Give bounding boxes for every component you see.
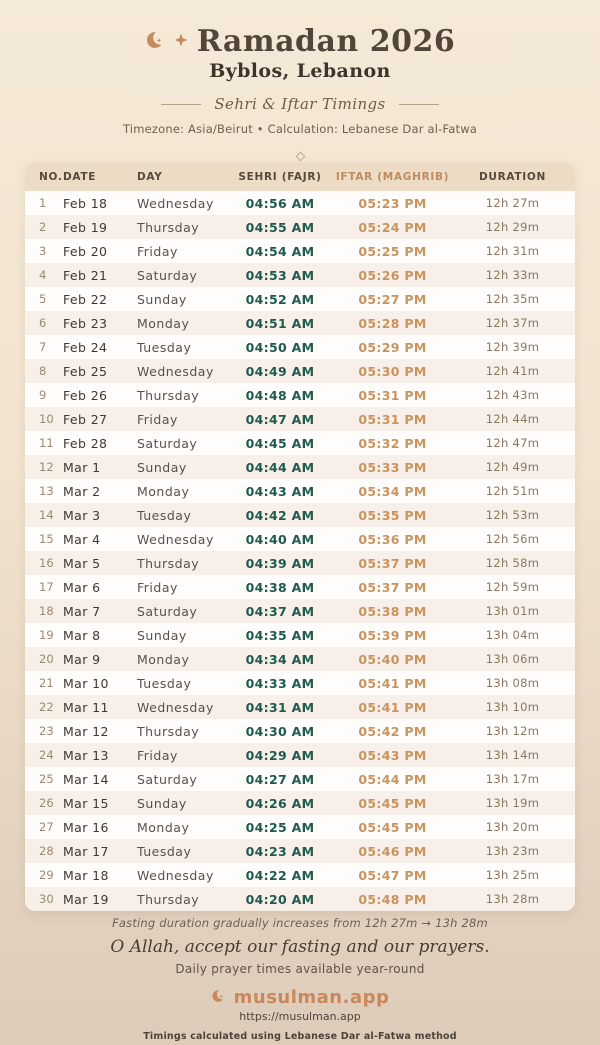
row-sehri-time: 04:33 AM bbox=[245, 675, 315, 691]
row-sehri-time: 04:20 AM bbox=[245, 891, 315, 907]
table-row bbox=[25, 695, 575, 719]
row-date: Mar 4 bbox=[63, 531, 101, 547]
title-row bbox=[0, 24, 600, 59]
row-iftar-time: 05:41 PM bbox=[358, 675, 427, 691]
row-iftar-time: 05:32 PM bbox=[358, 435, 427, 451]
row-day: Tuesday bbox=[137, 507, 192, 523]
column-header-duration: DURATION bbox=[478, 171, 547, 183]
row-day: Wednesday bbox=[137, 363, 214, 379]
column-header-sehri: SEHRI (FAJR) bbox=[238, 171, 322, 183]
table-row bbox=[25, 863, 575, 887]
row-duration: 12h 51m bbox=[485, 484, 540, 498]
table-row bbox=[25, 887, 575, 911]
row-duration: 12h 39m bbox=[485, 340, 540, 354]
table-row bbox=[25, 383, 575, 407]
four-point-star-icon bbox=[174, 32, 188, 51]
row-number: 27 bbox=[39, 820, 54, 834]
row-sehri-time: 04:30 AM bbox=[245, 723, 315, 739]
row-duration: 13h 28m bbox=[485, 892, 540, 906]
row-iftar-time: 05:27 PM bbox=[358, 291, 427, 307]
calculation-method-note: Timings calculated using Lebanese Dar al-Fatwa method bbox=[143, 1031, 457, 1042]
row-duration: 13h 20m bbox=[485, 820, 540, 834]
row-day: Sunday bbox=[137, 291, 187, 307]
row-iftar-time: 05:41 PM bbox=[358, 699, 427, 715]
row-number: 13 bbox=[39, 484, 54, 498]
row-day: Monday bbox=[137, 315, 190, 331]
row-iftar-time: 05:24 PM bbox=[358, 219, 427, 235]
table-row bbox=[25, 287, 575, 311]
diamond-outline-icon bbox=[295, 152, 305, 162]
row-date: Feb 23 bbox=[63, 315, 108, 331]
row-day: Thursday bbox=[137, 723, 200, 739]
crescent-moon-icon bbox=[211, 988, 227, 1008]
row-iftar-time: 05:34 PM bbox=[358, 483, 427, 499]
row-number: 26 bbox=[39, 796, 54, 810]
row-sehri-time: 04:23 AM bbox=[245, 843, 315, 859]
row-iftar-time: 05:26 PM bbox=[358, 267, 427, 283]
row-sehri-time: 04:25 AM bbox=[245, 819, 315, 835]
row-iftar-time: 05:47 PM bbox=[358, 867, 427, 883]
row-sehri-time: 04:49 AM bbox=[245, 363, 315, 379]
row-iftar-time: 05:39 PM bbox=[358, 627, 427, 643]
row-duration: 12h 49m bbox=[485, 460, 540, 474]
brand-row bbox=[0, 987, 600, 1008]
row-date: Mar 13 bbox=[63, 747, 109, 763]
row-sehri-time: 04:54 AM bbox=[245, 243, 315, 259]
row-iftar-time: 05:48 PM bbox=[358, 891, 427, 907]
row-iftar-time: 05:37 PM bbox=[358, 555, 427, 571]
table-row bbox=[25, 743, 575, 767]
subtitle: Sehri & Iftar Timings bbox=[214, 95, 386, 113]
row-sehri-time: 04:48 AM bbox=[245, 387, 315, 403]
table-row bbox=[25, 311, 575, 335]
table-row bbox=[25, 239, 575, 263]
dua-text: O Allah, accept our fasting and our prayers. bbox=[110, 937, 490, 957]
table-row bbox=[25, 815, 575, 839]
row-iftar-time: 05:42 PM bbox=[358, 723, 427, 739]
row-day: Thursday bbox=[137, 387, 200, 403]
crescent-moon-icon bbox=[145, 29, 167, 55]
row-sehri-time: 04:34 AM bbox=[245, 651, 315, 667]
row-date: Mar 6 bbox=[63, 579, 101, 595]
row-number: 24 bbox=[39, 748, 54, 762]
subtitle-divider-left bbox=[161, 104, 201, 105]
row-sehri-time: 04:38 AM bbox=[245, 579, 315, 595]
table-header-row bbox=[25, 163, 575, 191]
row-iftar-time: 05:33 PM bbox=[358, 459, 427, 475]
row-sehri-time: 04:35 AM bbox=[245, 627, 315, 643]
table-row bbox=[25, 671, 575, 695]
row-duration: 12h 43m bbox=[485, 388, 540, 402]
row-sehri-time: 04:40 AM bbox=[245, 531, 315, 547]
table-row bbox=[25, 503, 575, 527]
column-header-date: DATE bbox=[63, 171, 97, 183]
row-duration: 13h 01m bbox=[485, 604, 540, 618]
page-footer bbox=[0, 916, 600, 1042]
row-duration: 12h 47m bbox=[485, 436, 540, 450]
row-iftar-time: 05:29 PM bbox=[358, 339, 427, 355]
row-sehri-time: 04:37 AM bbox=[245, 603, 315, 619]
row-number: 18 bbox=[39, 604, 54, 618]
row-date: Feb 28 bbox=[63, 435, 108, 451]
row-date: Mar 18 bbox=[63, 867, 109, 883]
row-duration: 12h 33m bbox=[485, 268, 540, 282]
table-row bbox=[25, 767, 575, 791]
column-header-day: DAY bbox=[137, 171, 163, 183]
row-number: 10 bbox=[39, 412, 54, 426]
table-row bbox=[25, 191, 575, 215]
row-number: 12 bbox=[39, 460, 54, 474]
row-day: Tuesday bbox=[137, 339, 192, 355]
row-sehri-time: 04:44 AM bbox=[245, 459, 315, 475]
table-row bbox=[25, 359, 575, 383]
row-iftar-time: 05:25 PM bbox=[358, 243, 427, 259]
row-day: Monday bbox=[137, 819, 190, 835]
column-header-iftar: IFTAR (MAGHRIB) bbox=[335, 171, 450, 183]
row-date: Feb 18 bbox=[63, 195, 108, 211]
table-row bbox=[25, 647, 575, 671]
row-number: 7 bbox=[39, 340, 47, 354]
row-date: Mar 3 bbox=[63, 507, 101, 523]
row-sehri-time: 04:42 AM bbox=[245, 507, 315, 523]
row-duration: 12h 35m bbox=[485, 292, 540, 306]
row-date: Mar 19 bbox=[63, 891, 109, 907]
row-day: Sunday bbox=[137, 459, 187, 475]
row-number: 29 bbox=[39, 868, 54, 882]
table-row bbox=[25, 215, 575, 239]
row-date: Mar 10 bbox=[63, 675, 109, 691]
row-number: 3 bbox=[39, 244, 47, 258]
row-iftar-time: 05:35 PM bbox=[358, 507, 427, 523]
row-duration: 12h 53m bbox=[485, 508, 540, 522]
fasting-duration-note: Fasting duration gradually increases from 12h 27m → 13h 28m bbox=[112, 916, 488, 930]
table-row bbox=[25, 791, 575, 815]
row-day: Wednesday bbox=[137, 531, 214, 547]
row-iftar-time: 05:45 PM bbox=[358, 795, 427, 811]
table-row bbox=[25, 551, 575, 575]
row-iftar-time: 05:43 PM bbox=[358, 747, 427, 763]
row-day: Friday bbox=[137, 243, 178, 259]
timezone-calculation-meta: Timezone: Asia/Beirut • Calculation: Lebanese Dar al-Fatwa bbox=[122, 122, 478, 136]
row-number: 1 bbox=[39, 196, 47, 210]
row-number: 28 bbox=[39, 844, 54, 858]
row-number: 6 bbox=[39, 316, 47, 330]
table-row bbox=[25, 527, 575, 551]
row-duration: 12h 29m bbox=[485, 220, 540, 234]
row-iftar-time: 05:23 PM bbox=[358, 195, 427, 211]
row-sehri-time: 04:50 AM bbox=[245, 339, 315, 355]
row-day: Friday bbox=[137, 579, 178, 595]
row-number: 15 bbox=[39, 532, 54, 546]
row-duration: 13h 12m bbox=[485, 724, 540, 738]
row-number: 20 bbox=[39, 652, 54, 666]
table-row bbox=[25, 407, 575, 431]
row-date: Feb 25 bbox=[63, 363, 108, 379]
row-iftar-time: 05:31 PM bbox=[358, 387, 427, 403]
row-sehri-time: 04:39 AM bbox=[245, 555, 315, 571]
row-day: Monday bbox=[137, 651, 190, 667]
row-iftar-time: 05:40 PM bbox=[358, 651, 427, 667]
row-duration: 13h 25m bbox=[485, 868, 540, 882]
row-date: Mar 16 bbox=[63, 819, 109, 835]
row-number: 5 bbox=[39, 292, 47, 306]
row-sehri-time: 04:52 AM bbox=[245, 291, 315, 307]
row-date: Mar 1 bbox=[63, 459, 101, 475]
row-iftar-time: 05:45 PM bbox=[358, 819, 427, 835]
row-day: Saturday bbox=[137, 603, 198, 619]
row-date: Mar 15 bbox=[63, 795, 109, 811]
table-row bbox=[25, 263, 575, 287]
row-date: Mar 14 bbox=[63, 771, 109, 787]
page-title: Ramadan 2026 bbox=[196, 24, 456, 59]
row-sehri-time: 04:29 AM bbox=[245, 747, 315, 763]
subtitle-row bbox=[0, 95, 600, 113]
row-sehri-time: 04:27 AM bbox=[245, 771, 315, 787]
row-date: Mar 11 bbox=[63, 699, 109, 715]
row-date: Feb 26 bbox=[63, 387, 108, 403]
row-sehri-time: 04:22 AM bbox=[245, 867, 315, 883]
tagline: Daily prayer times available year-round bbox=[175, 962, 425, 976]
subtitle-divider-right bbox=[399, 104, 439, 105]
row-number: 22 bbox=[39, 700, 54, 714]
row-number: 8 bbox=[39, 364, 47, 378]
row-date: Mar 7 bbox=[63, 603, 101, 619]
row-day: Tuesday bbox=[137, 843, 192, 859]
row-sehri-time: 04:56 AM bbox=[245, 195, 315, 211]
row-date: Mar 9 bbox=[63, 651, 101, 667]
row-duration: 13h 04m bbox=[485, 628, 540, 642]
row-day: Thursday bbox=[137, 891, 200, 907]
row-number: 4 bbox=[39, 268, 47, 282]
row-day: Thursday bbox=[137, 555, 200, 571]
row-duration: 13h 17m bbox=[485, 772, 540, 786]
row-duration: 12h 27m bbox=[485, 196, 540, 210]
row-day: Sunday bbox=[137, 795, 187, 811]
row-iftar-time: 05:44 PM bbox=[358, 771, 427, 787]
row-iftar-time: 05:37 PM bbox=[358, 579, 427, 595]
row-day: Sunday bbox=[137, 627, 187, 643]
row-date: Feb 20 bbox=[63, 243, 108, 259]
page-header bbox=[0, 0, 600, 155]
row-day: Thursday bbox=[137, 219, 200, 235]
row-number: 30 bbox=[39, 892, 54, 906]
row-number: 11 bbox=[39, 436, 54, 450]
row-duration: 12h 31m bbox=[485, 244, 540, 258]
row-number: 14 bbox=[39, 508, 54, 522]
row-date: Feb 27 bbox=[63, 411, 108, 427]
row-number: 25 bbox=[39, 772, 54, 786]
row-duration: 12h 37m bbox=[485, 316, 540, 330]
row-sehri-time: 04:55 AM bbox=[245, 219, 315, 235]
row-duration: 13h 14m bbox=[485, 748, 540, 762]
row-day: Saturday bbox=[137, 771, 198, 787]
row-iftar-time: 05:28 PM bbox=[358, 315, 427, 331]
row-number: 23 bbox=[39, 724, 54, 738]
table-body bbox=[25, 191, 575, 911]
title-icons bbox=[145, 29, 188, 55]
row-date: Feb 22 bbox=[63, 291, 108, 307]
row-day: Friday bbox=[137, 411, 178, 427]
row-iftar-time: 05:31 PM bbox=[358, 411, 427, 427]
row-duration: 12h 56m bbox=[485, 532, 540, 546]
row-number: 2 bbox=[39, 220, 47, 234]
table-row bbox=[25, 839, 575, 863]
row-date: Mar 2 bbox=[63, 483, 101, 499]
row-day: Wednesday bbox=[137, 195, 214, 211]
row-date: Mar 17 bbox=[63, 843, 109, 859]
column-header-no: NO. bbox=[39, 171, 63, 183]
row-day: Wednesday bbox=[137, 699, 214, 715]
row-duration: 12h 59m bbox=[485, 580, 540, 594]
row-day: Monday bbox=[137, 483, 190, 499]
row-iftar-time: 05:36 PM bbox=[358, 531, 427, 547]
row-date: Mar 8 bbox=[63, 627, 101, 643]
website-url-link[interactable]: https://musulman.app bbox=[239, 1010, 361, 1023]
row-iftar-time: 05:30 PM bbox=[358, 363, 427, 379]
table-row bbox=[25, 599, 575, 623]
row-day: Saturday bbox=[137, 435, 198, 451]
row-duration: 13h 10m bbox=[485, 700, 540, 714]
row-duration: 13h 08m bbox=[485, 676, 540, 690]
location-label: Byblos, Lebanon bbox=[209, 60, 391, 82]
row-number: 21 bbox=[39, 676, 54, 690]
row-sehri-time: 04:47 AM bbox=[245, 411, 315, 427]
row-number: 9 bbox=[39, 388, 47, 402]
row-number: 17 bbox=[39, 580, 54, 594]
row-sehri-time: 04:43 AM bbox=[245, 483, 315, 499]
diamond-divider bbox=[0, 145, 600, 155]
row-duration: 12h 41m bbox=[485, 364, 540, 378]
row-date: Feb 19 bbox=[63, 219, 108, 235]
table-row bbox=[25, 431, 575, 455]
row-sehri-time: 04:45 AM bbox=[245, 435, 315, 451]
row-date: Feb 24 bbox=[63, 339, 108, 355]
row-day: Tuesday bbox=[137, 675, 192, 691]
table-row bbox=[25, 719, 575, 743]
row-sehri-time: 04:51 AM bbox=[245, 315, 315, 331]
table-row bbox=[25, 335, 575, 359]
row-duration: 13h 06m bbox=[485, 652, 540, 666]
row-number: 16 bbox=[39, 556, 54, 570]
row-iftar-time: 05:46 PM bbox=[358, 843, 427, 859]
row-date: Feb 21 bbox=[63, 267, 108, 283]
row-duration: 13h 23m bbox=[485, 844, 540, 858]
row-sehri-time: 04:31 AM bbox=[245, 699, 315, 715]
row-iftar-time: 05:38 PM bbox=[358, 603, 427, 619]
timetable-card bbox=[25, 163, 575, 911]
table-row bbox=[25, 575, 575, 599]
row-day: Saturday bbox=[137, 267, 198, 283]
table-row bbox=[25, 455, 575, 479]
row-duration: 12h 44m bbox=[485, 412, 540, 426]
row-number: 19 bbox=[39, 628, 54, 642]
table-row bbox=[25, 479, 575, 503]
row-duration: 13h 19m bbox=[485, 796, 540, 810]
row-date: Mar 5 bbox=[63, 555, 101, 571]
row-sehri-time: 04:26 AM bbox=[245, 795, 315, 811]
table-row bbox=[25, 623, 575, 647]
brand-name: musulman.app bbox=[233, 987, 390, 1008]
row-day: Wednesday bbox=[137, 867, 214, 883]
row-duration: 12h 58m bbox=[485, 556, 540, 570]
row-date: Mar 12 bbox=[63, 723, 109, 739]
row-day: Friday bbox=[137, 747, 178, 763]
row-sehri-time: 04:53 AM bbox=[245, 267, 315, 283]
